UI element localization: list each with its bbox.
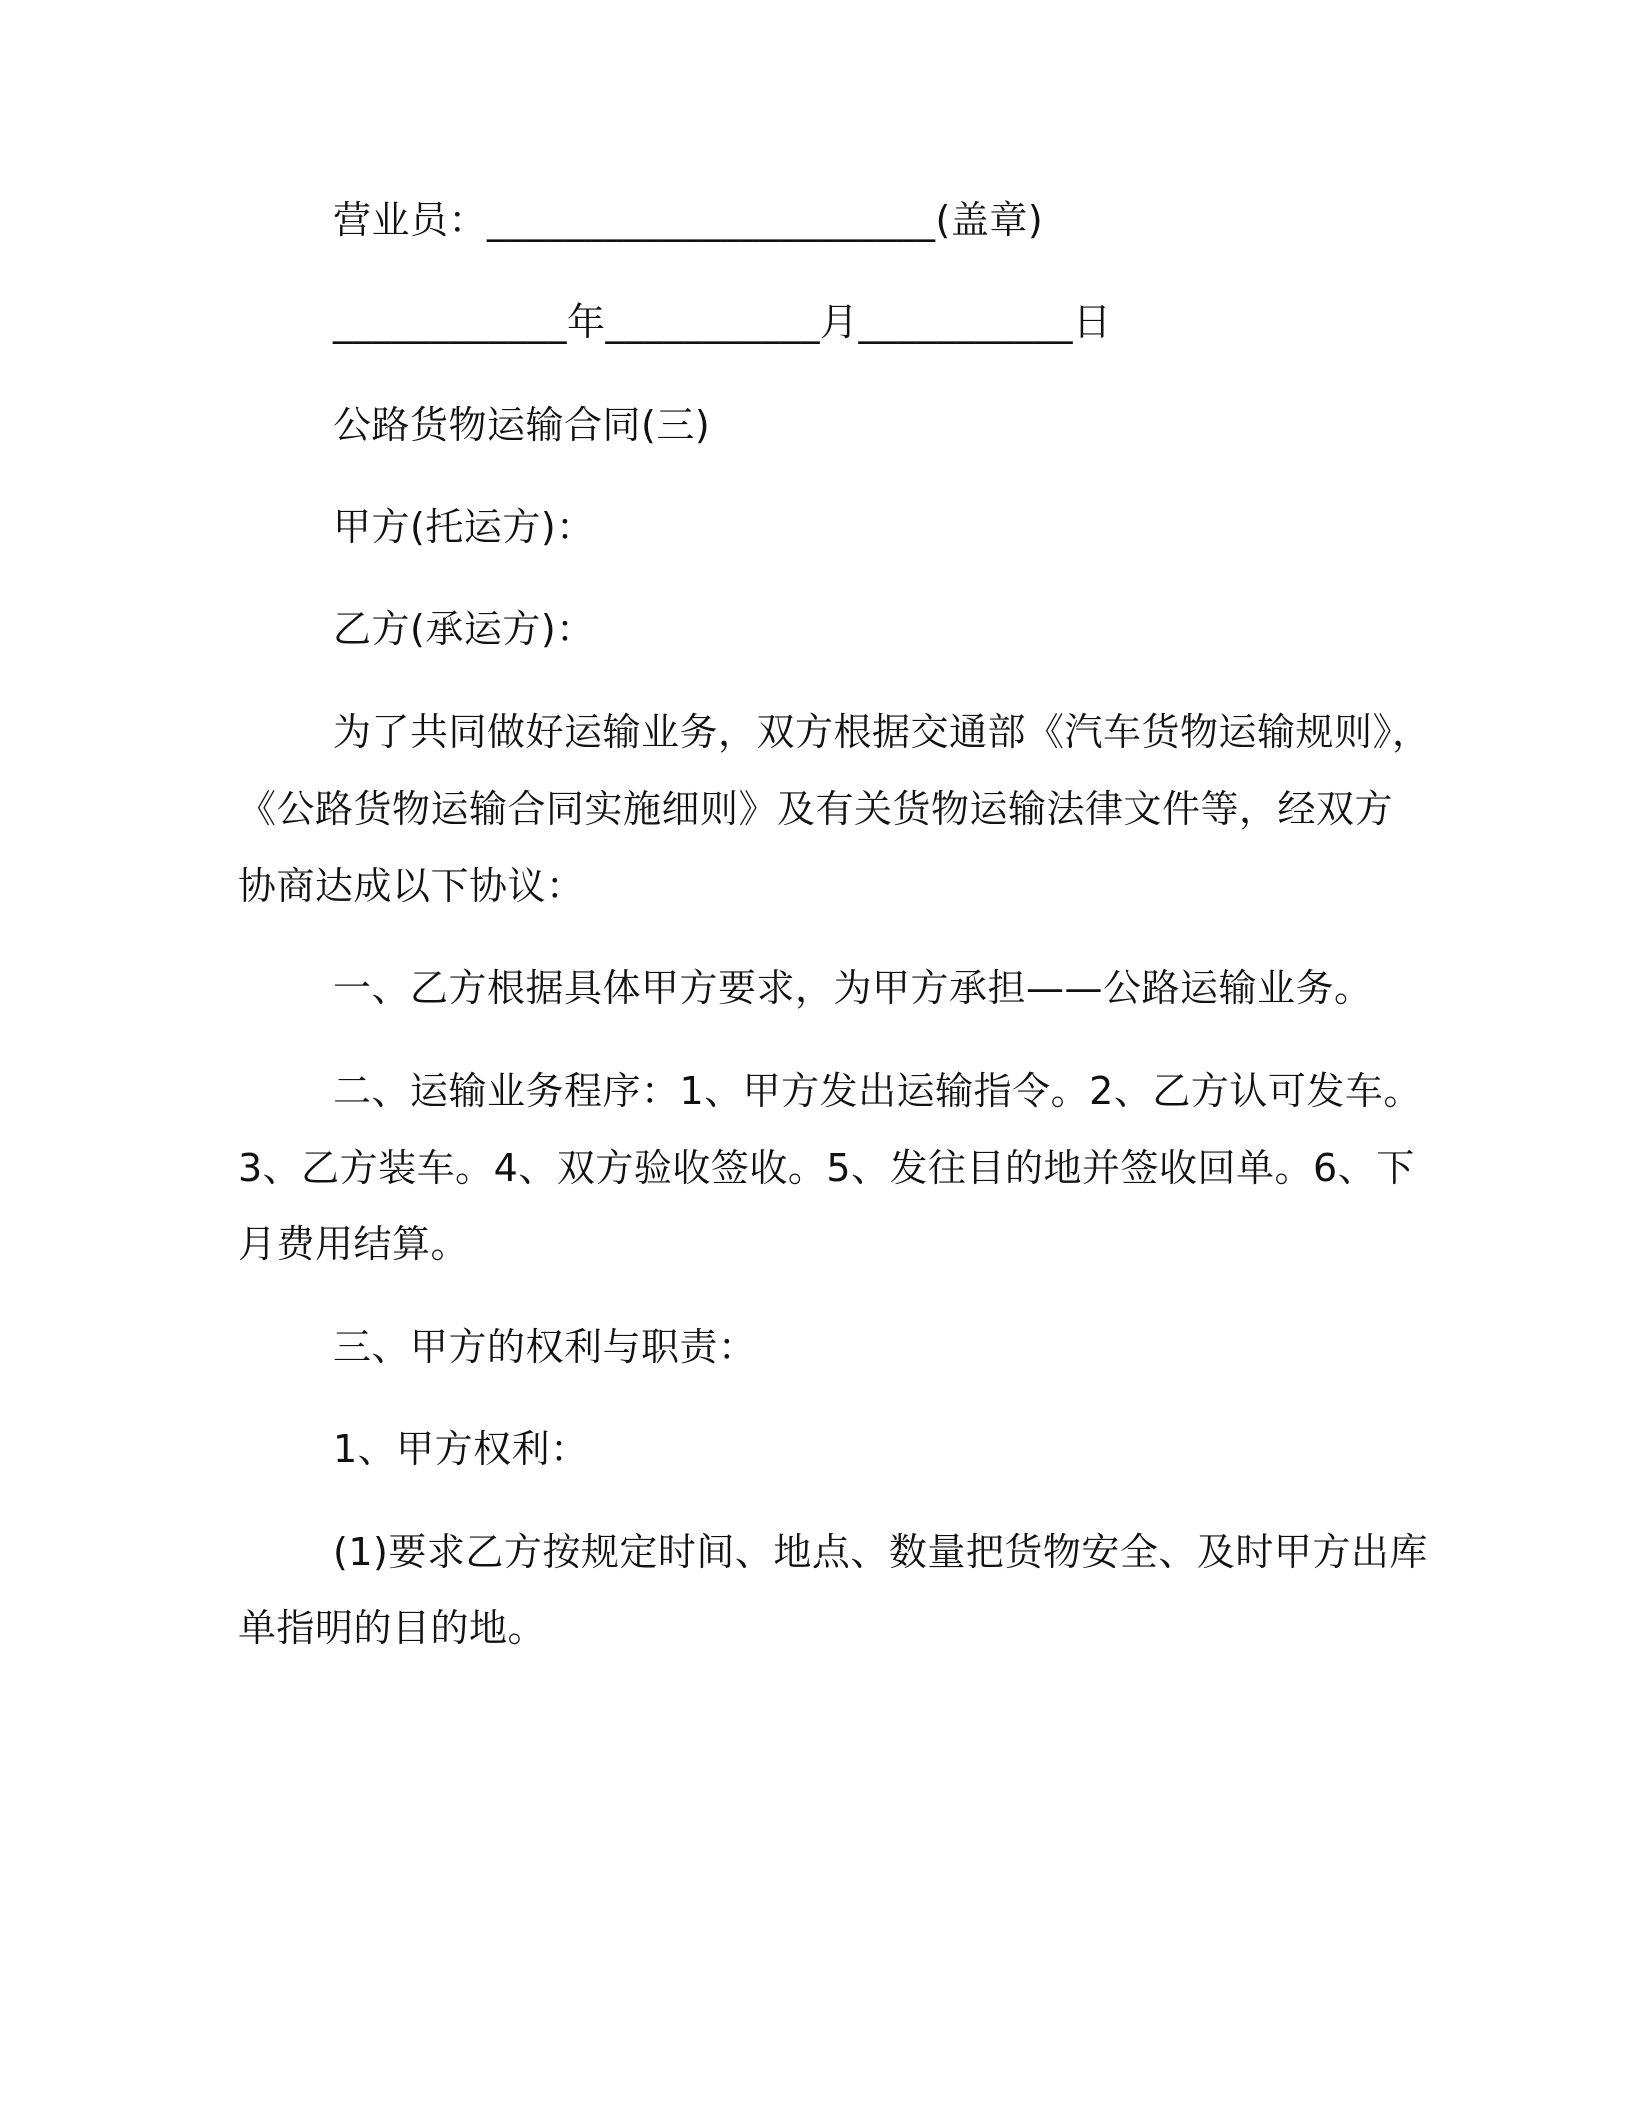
- signature-line: 营业员：_______________________(盖章): [333, 198, 1044, 242]
- clause-2-line: 二、运输业务程序：1、甲方发出运输指令。2、乙方认可发车。: [333, 1069, 1422, 1113]
- clause-3-1-heading: 1、甲方权利：: [333, 1427, 589, 1471]
- clause-3-1-item-line: (1)要求乙方按规定时间、地点、数量把货物安全、及时甲方出库: [333, 1530, 1428, 1574]
- party-a-label: 甲方(托运方)：: [333, 505, 595, 549]
- clause-3-heading: 三、甲方的权利与职责：: [333, 1325, 757, 1369]
- preamble-line: 为了共同做好运输业务，双方根据交通部《汽车货物运输规则》，: [333, 710, 1431, 754]
- clause-2-line: 3、乙方装车。4、双方验收签收。5、发往目的地并签收回单。6、下: [238, 1146, 1415, 1190]
- preamble-line: 协商达成以下协议：: [238, 864, 585, 908]
- clause-1: 一、乙方根据具体甲方要求，为甲方承担——公路运输业务。: [333, 966, 1373, 1010]
- clause-3-1-item-line: 单指明的目的地。: [238, 1606, 547, 1650]
- date-line: ____________年___________月___________日: [333, 300, 1112, 344]
- preamble-line: 《公路货物运输合同实施细则》及有关货物运输法律文件等，经双方: [238, 787, 1394, 831]
- party-b-label: 乙方(承运方)：: [333, 607, 595, 651]
- clause-2-line: 月费用结算。: [238, 1222, 470, 1266]
- contract-title: 公路货物运输合同(三): [333, 403, 711, 447]
